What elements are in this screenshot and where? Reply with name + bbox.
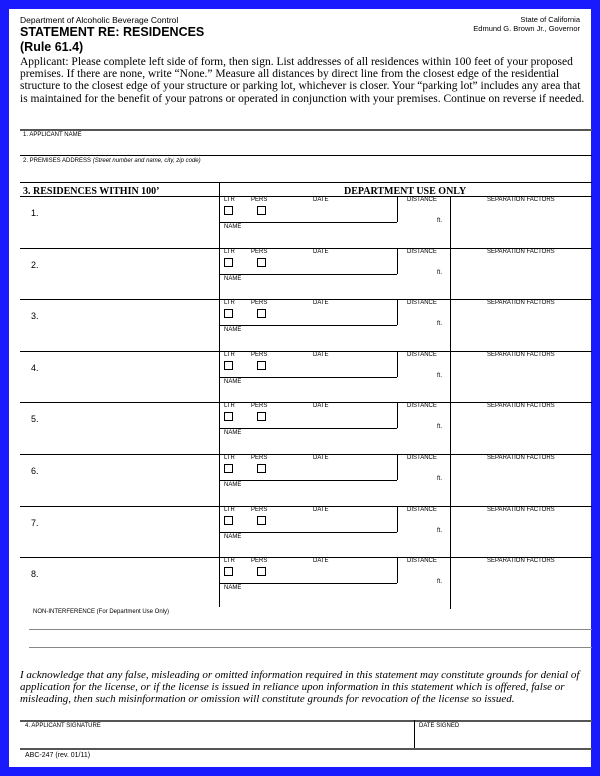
pers-label: PERS xyxy=(251,197,268,203)
ltr-checkbox[interactable] xyxy=(224,412,233,421)
name-label: NAME xyxy=(224,585,242,592)
row-number: 3. xyxy=(31,311,39,322)
distance-label: DISTANCE xyxy=(407,351,437,358)
name-label: NAME xyxy=(224,533,242,540)
ft-label: ft. xyxy=(437,218,443,224)
pers-label: PERS xyxy=(251,506,268,513)
applicant-name-label: 1. APPLICANT NAME xyxy=(23,132,82,138)
separation-factors-label: SEPARATION FACTORS xyxy=(487,455,555,461)
applicant-name-field[interactable] xyxy=(20,140,592,154)
name-label: NAME xyxy=(224,378,242,385)
name-divider xyxy=(220,222,397,223)
name-divider xyxy=(220,274,397,275)
ltr-label: LTR xyxy=(224,455,235,461)
pers-label: PERS xyxy=(251,351,268,358)
residence-address-field[interactable] xyxy=(49,200,214,244)
separation-factors-label: SEPARATION FACTORS xyxy=(487,197,555,203)
name-divider xyxy=(220,532,397,533)
pers-checkbox[interactable] xyxy=(257,464,266,473)
residence-address-field[interactable] xyxy=(49,303,214,347)
premises-address-field[interactable] xyxy=(20,166,592,180)
separation-column-divider xyxy=(450,299,451,351)
name-divider xyxy=(220,325,397,326)
distance-column-divider xyxy=(397,454,398,480)
signature-field[interactable] xyxy=(20,731,414,747)
residence-address-field[interactable] xyxy=(49,510,214,554)
row-number: 7. xyxy=(31,517,39,528)
distance-column-divider xyxy=(397,351,398,377)
separation-column-divider xyxy=(450,454,451,506)
distance-label: DISTANCE xyxy=(407,455,437,461)
date-label: DATE xyxy=(313,455,329,461)
ft-label: ft. xyxy=(437,579,443,586)
separation-factors-label: SEPARATION FACTORS xyxy=(487,300,555,307)
separation-column-divider xyxy=(450,248,451,300)
name-label: NAME xyxy=(224,482,242,488)
name-divider xyxy=(220,583,397,584)
row-number: 4. xyxy=(31,362,39,373)
ltr-checkbox[interactable] xyxy=(224,206,233,215)
ltr-checkbox[interactable] xyxy=(224,464,233,473)
pers-label: PERS xyxy=(251,455,268,461)
distance-column-divider xyxy=(397,402,398,428)
distance-column-divider xyxy=(397,557,398,583)
date-signed-label: DATE SIGNED xyxy=(419,723,460,729)
pers-checkbox[interactable] xyxy=(257,412,266,421)
separation-column-divider xyxy=(450,196,451,248)
ltr-label: LTR xyxy=(224,197,235,203)
ltr-label: LTR xyxy=(224,351,235,358)
distance-column-divider xyxy=(397,196,398,222)
distance-label: DISTANCE xyxy=(407,558,437,565)
ltr-label: LTR xyxy=(224,558,235,565)
governor-name: Edmund G. Brown Jr., Governor xyxy=(473,24,580,33)
ft-label: ft. xyxy=(437,321,443,328)
row-number: 2. xyxy=(31,259,39,270)
section-divider xyxy=(20,129,592,131)
ltr-label: LTR xyxy=(224,403,235,410)
distance-label: DISTANCE xyxy=(407,197,437,203)
form-number: ABC-247 (rev. 01/11) xyxy=(25,752,91,759)
non-interference-line[interactable] xyxy=(29,629,592,630)
separation-column-divider xyxy=(450,351,451,403)
field-divider xyxy=(20,155,592,156)
date-label: DATE xyxy=(313,506,329,513)
pers-label: PERS xyxy=(251,248,268,255)
ft-label: ft. xyxy=(437,527,443,534)
date-label: DATE xyxy=(313,558,329,565)
residence-address-field[interactable] xyxy=(49,355,214,399)
premises-address-label: 2. PREMISES ADDRESS (Street number and name, city, zip code) xyxy=(23,158,201,164)
date-label: DATE xyxy=(313,248,329,255)
distance-column-divider xyxy=(397,506,398,532)
distance-label: DISTANCE xyxy=(407,248,437,255)
distance-label: DISTANCE xyxy=(407,403,437,410)
ltr-label: LTR xyxy=(224,300,235,307)
section-3-heading: 3. RESIDENCES WITHIN 100’ xyxy=(23,186,160,197)
pers-label: PERS xyxy=(251,558,268,565)
non-interference-line[interactable] xyxy=(29,647,592,648)
ltr-label: LTR xyxy=(224,248,235,255)
date-label: DATE xyxy=(313,403,329,410)
ltr-checkbox[interactable] xyxy=(224,309,233,318)
separation-column-divider xyxy=(450,557,451,609)
pers-checkbox[interactable] xyxy=(257,516,266,525)
instructions-text: Applicant: Please complete left side of form, then sign. List addresses of all residences within 100 feet of your proposed premises. If there are none, write “None.” Measure all distances by direct line from the closest edge of the residential structure to the closest edge of your structure or parking lot, whichever is closer. Your “parking lot” includes any area that is maintained for the benefit of your patrons or operated in conjunction with your premises. Continue on reverse if needed. xyxy=(20,56,585,105)
footer-divider xyxy=(20,748,592,750)
separation-column-divider xyxy=(450,506,451,558)
ltr-checkbox[interactable] xyxy=(224,567,233,576)
residence-address-field[interactable] xyxy=(49,406,214,450)
separation-factors-label: SEPARATION FACTORS xyxy=(487,248,555,255)
distance-column-divider xyxy=(397,299,398,325)
residence-address-field[interactable] xyxy=(49,458,214,502)
name-label: NAME xyxy=(224,224,242,230)
separation-factors-label: SEPARATION FACTORS xyxy=(487,558,555,565)
ltr-checkbox[interactable] xyxy=(224,361,233,370)
distance-label: DISTANCE xyxy=(407,506,437,513)
ltr-label: LTR xyxy=(224,506,235,513)
pers-checkbox[interactable] xyxy=(257,567,266,576)
date-signed-field[interactable] xyxy=(415,731,592,747)
row-number: 8. xyxy=(31,569,39,580)
ft-label: ft. xyxy=(437,424,443,431)
name-label: NAME xyxy=(224,430,242,437)
date-label: DATE xyxy=(313,351,329,358)
acknowledgement-text: I acknowledge that any false, misleading or omitted information required in this statement may constitute grounds for denial of application for the license, or if the license is issued in reliance upon information in this statement which is offered, false or misleading, then such misinformation or omission will constitute grounds for revocation of the license so issued. xyxy=(20,669,580,706)
ft-label: ft. xyxy=(437,372,443,379)
signature-label: 4. APPLICANT SIGNATURE xyxy=(25,723,101,729)
date-label: DATE xyxy=(313,300,329,307)
table-center-divider xyxy=(219,182,220,607)
form-rule: (Rule 61.4) xyxy=(20,40,84,54)
pers-label: PERS xyxy=(251,403,268,410)
ltr-checkbox[interactable] xyxy=(224,516,233,525)
pers-checkbox[interactable] xyxy=(257,309,266,318)
row-number: 5. xyxy=(31,414,39,425)
pers-checkbox[interactable] xyxy=(257,206,266,215)
distance-column-divider xyxy=(397,248,398,274)
residence-address-field[interactable] xyxy=(49,252,214,296)
row-number: 1. xyxy=(31,208,39,218)
name-label: NAME xyxy=(224,327,242,334)
ft-label: ft. xyxy=(437,269,443,276)
signature-divider xyxy=(20,720,592,722)
state-name: State of California xyxy=(520,15,580,24)
row-number: 6. xyxy=(31,466,39,476)
department-name: Department of Alcoholic Beverage Control xyxy=(20,15,179,25)
separation-factors-label: SEPARATION FACTORS xyxy=(487,506,555,513)
ft-label: ft. xyxy=(437,476,443,482)
separation-factors-label: SEPARATION FACTORS xyxy=(487,351,555,358)
department-use-heading: DEPARTMENT USE ONLY xyxy=(344,186,467,197)
pers-checkbox[interactable] xyxy=(257,361,266,370)
pers-label: PERS xyxy=(251,300,268,307)
date-label: DATE xyxy=(313,197,329,203)
name-divider xyxy=(220,480,397,481)
name-divider xyxy=(220,428,397,429)
pers-checkbox[interactable] xyxy=(257,258,266,267)
form-title: STATEMENT RE: RESIDENCES xyxy=(20,25,205,39)
separation-factors-label: SEPARATION FACTORS xyxy=(487,403,555,410)
ltr-checkbox[interactable] xyxy=(224,258,233,267)
field-divider xyxy=(20,182,592,183)
distance-label: DISTANCE xyxy=(407,300,437,307)
separation-column-divider xyxy=(450,402,451,454)
non-interference-label: NON-INTERFERENCE (For Department Use Only) xyxy=(33,609,170,615)
residence-address-field[interactable] xyxy=(49,561,214,605)
name-divider xyxy=(220,377,397,378)
name-label: NAME xyxy=(224,275,242,282)
